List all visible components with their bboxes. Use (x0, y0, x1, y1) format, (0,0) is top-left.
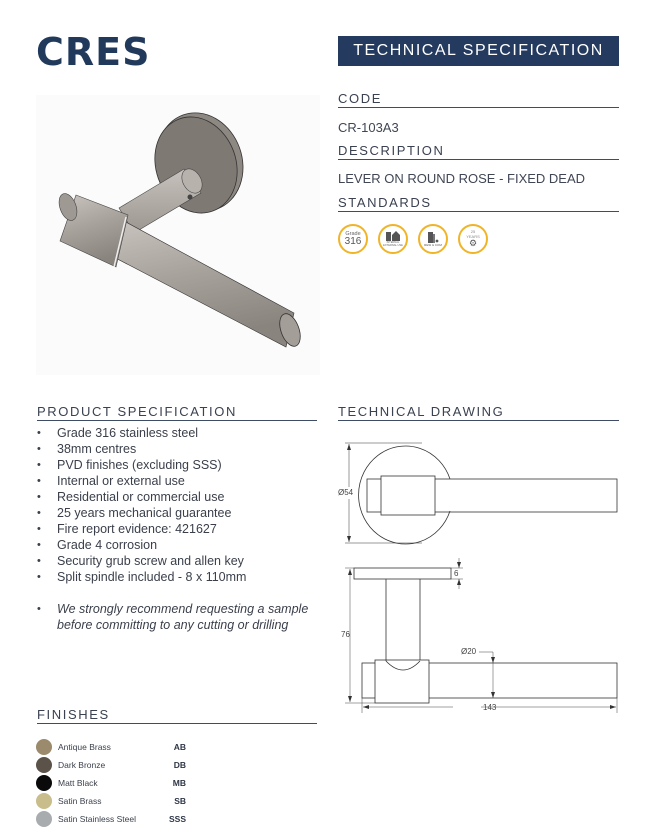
finishes-heading: FINISHES (37, 707, 317, 724)
dimension-lever-diameter: Ø20 (461, 647, 477, 656)
spec-item: • Residential or commercial use (37, 489, 317, 505)
finish-name: Satin Stainless Steel (58, 814, 136, 824)
code-value: CR-103A3 (338, 120, 399, 135)
badge-years-number: 25 (470, 229, 476, 234)
spec-item: • Grade 4 corrosion (37, 537, 317, 553)
boss-outline (381, 476, 435, 515)
finish-row (36, 738, 186, 756)
finish-name: Antique Brass (58, 742, 111, 752)
finish-row (36, 774, 186, 792)
spec-item: • PVD finishes (excluding SSS) (37, 457, 317, 473)
finish-code: MB (172, 778, 186, 788)
spec-item: • Split spindle included - 8 x 110mm (37, 569, 317, 585)
dimension-rose-diameter: Ø54 (338, 488, 354, 497)
finish-code: SSS (168, 814, 186, 824)
drawing-side-view (335, 555, 630, 720)
finish-name: Dark Bronze (58, 760, 106, 770)
spec-item: • Security grub screw and allen key (37, 553, 317, 569)
badge-years-label: YEARS (466, 234, 480, 239)
finish-swatch (36, 811, 52, 827)
brand-logo: CRES (36, 30, 151, 74)
finish-swatch (36, 793, 52, 809)
spec-item: • Fire report evidence: 421627 (37, 521, 317, 537)
page-title-banner: TECHNICAL SPECIFICATION (338, 36, 619, 66)
finish-name: Satin Brass (58, 796, 102, 806)
spec-item: • Internal or external use (37, 473, 317, 489)
spec-item: • Grade 316 stainless steel (37, 425, 317, 441)
dimension-projection: 76 (341, 630, 350, 639)
code-heading: CODE (338, 91, 619, 108)
finish-name: Matt Black (58, 778, 98, 788)
gears-icon: ⚙ (468, 238, 478, 248)
standards-badges (338, 224, 488, 254)
spec-item: • 38mm centres (37, 441, 317, 457)
building-icon (427, 232, 439, 243)
finish-code: DB (173, 760, 186, 770)
product-spec-heading: PRODUCT SPECIFICATION (37, 404, 317, 421)
25-years-guarantee-badge-icon (458, 224, 488, 254)
spec-note: • We strongly recommend requesting a sample before committing to any cutting or drilling (37, 601, 317, 633)
badge-grade-value: 316 (344, 236, 362, 247)
finish-row (36, 810, 186, 828)
drawing-top-view (335, 440, 625, 550)
dimension-lever-length: 143 (483, 703, 497, 712)
description-value: LEVER ON ROUND ROSE - FIXED DEAD (338, 171, 586, 186)
technical-drawing-heading: TECHNICAL DRAWING (338, 404, 619, 421)
product-spec-list (37, 425, 317, 585)
house-icon (386, 231, 400, 241)
product-image (36, 95, 320, 375)
spec-item: • 25 years mechanical guarantee (37, 505, 317, 521)
description-heading: DESCRIPTION (338, 143, 619, 160)
finish-row (36, 756, 186, 774)
rose-side-outline (354, 568, 451, 579)
finish-swatch (36, 739, 52, 755)
finish-row (36, 792, 186, 810)
finish-code: AB (173, 742, 186, 752)
finish-swatch (36, 757, 52, 773)
internal-external-use-badge-icon (378, 224, 408, 254)
badge-resi-com-text: RESI & COM (424, 242, 442, 247)
badge-grade-label: Grade (345, 231, 361, 237)
dimension-rose-thickness: 6 (454, 569, 459, 578)
residential-commercial-badge-icon (418, 224, 448, 254)
badge-internal-external-text: INTERNAL EXTERNAL USE (383, 241, 403, 247)
lever-handle-render (36, 95, 320, 375)
finish-swatch (36, 775, 52, 791)
grade-316-badge-icon (338, 224, 368, 254)
standards-heading: STANDARDS (338, 195, 619, 212)
finish-code: SB (174, 796, 186, 806)
